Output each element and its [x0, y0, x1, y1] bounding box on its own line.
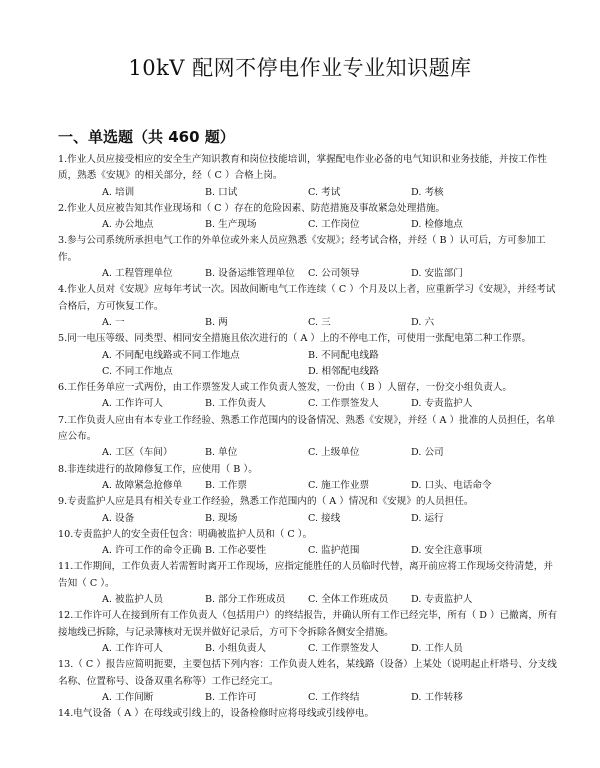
question-text: 8.非连续进行的故障修复工作，应使用（ B ）。 — [58, 463, 258, 475]
option-item: C. 工作岗位 — [308, 219, 360, 231]
question-item — [58, 608, 558, 657]
question-item — [58, 331, 558, 380]
question-text: 2.作业人员应被告知其作业现场和（ C ）存在的危险因素、防范措施及事故紧急处理措施。 — [58, 202, 446, 214]
question-item — [58, 380, 558, 413]
option-item: D. 口头、电话命令 — [411, 479, 492, 491]
option-item: C. 工作票签发人 — [308, 398, 379, 410]
option-item: A. 培训 — [102, 186, 135, 198]
option-item: A. 办公地点 — [102, 219, 154, 231]
options-row — [58, 266, 558, 282]
option-item: C. 工作终结 — [308, 691, 360, 703]
options-row — [58, 364, 558, 380]
question-text: 11.工作期间，工作负责人若需暂时离开工作现场，应指定能胜任的人员临时代替，离开前应将工作现场交待清楚，并告知（ C ）。 — [58, 561, 553, 589]
option-item: B. 工作许可 — [205, 691, 257, 703]
option-item: D. 专责监护人 — [411, 594, 473, 606]
option-item: C. 全体工作班成员 — [308, 594, 389, 606]
question-item — [58, 462, 558, 495]
question-item — [58, 233, 558, 282]
option-item: B. 口试 — [205, 186, 238, 198]
question-text: 14.电气设备（ A ）在母线或引线上的，设备检修时应将母线或引线停电。 — [58, 708, 375, 720]
option-item: D. 工作转移 — [411, 691, 463, 703]
question-item — [58, 282, 558, 331]
option-item: D. 运行 — [411, 512, 444, 524]
options-row — [58, 396, 558, 412]
option-item: A. 被监护人员 — [102, 594, 163, 606]
option-item: D. 公司 — [411, 447, 444, 459]
option-item: B. 现场 — [205, 512, 238, 524]
option-item: A. 故障紧急抢修单 — [102, 479, 183, 491]
option-item: C. 工作票签发人 — [308, 642, 379, 654]
option-item: A. 许可工作的命令正确 — [102, 545, 202, 557]
option-item: A. 一 — [102, 316, 125, 328]
options-row — [58, 511, 558, 527]
option-item: C. 三 — [308, 316, 331, 328]
option-item: A. 工作间断 — [102, 691, 154, 703]
question-text: 5.同一电压等级、同类型、相同安全措施且依次进行的（ A ）上的不停电工作，可使用一张配电第二种工作票。 — [58, 333, 532, 345]
option-item: B. 两 — [205, 316, 228, 328]
option-item: D. 检修地点 — [411, 219, 463, 231]
options-row — [58, 185, 558, 201]
question-text: 7.工作负责人应由有本专业工作经验、熟悉工作范围内的设备情况、熟悉《安规》，并经（ A ）批准的人员担任，名单应公布。 — [58, 414, 556, 443]
question-text: 9.专责监护人应是具有相关专业工作经验，熟悉工作范围内的（ A ）情况和《安规》的人员担任。 — [58, 496, 474, 508]
option-item: B. 部分工作班成员 — [205, 594, 286, 606]
options-row — [58, 478, 558, 494]
question-item — [58, 494, 558, 527]
option-item: B. 小组负责人 — [205, 642, 267, 654]
option-item: B. 生产现场 — [205, 219, 257, 231]
option-item: C. 公司领导 — [308, 268, 360, 280]
options-row — [58, 690, 558, 706]
option-item: B. 单位 — [205, 447, 238, 459]
option-item: B. 设备运维管理单位 — [205, 268, 295, 280]
question-item — [58, 201, 558, 234]
option-item: A. 不同配电线路或不同工作地点 — [102, 349, 240, 361]
option-item: B. 工作票 — [205, 479, 247, 491]
option-item: B. 工作必要性 — [205, 545, 267, 557]
options-row — [58, 592, 558, 608]
options-row — [58, 315, 558, 331]
option-item: B. 不同配电线路 — [308, 349, 379, 361]
option-item: D. 专责监护人 — [411, 398, 473, 410]
options-row — [58, 217, 558, 233]
question-item — [58, 559, 558, 608]
question-text: 3.参与公司系统所承担电气工作的外单位或外来人员应熟悉《安规》；经考试合格，并经（ B ）认可后，方可参加工作。 — [58, 235, 546, 263]
options-row — [58, 543, 558, 559]
question-item — [58, 152, 558, 201]
question-text: 12.工作许可人在接到所有工作负责人（包括用户）的终结报告，并确认所有工作已经完毕，所有（ D ）已撤离，所有接地线已拆除，与记录簿核对无误并做好记录后，方可下令拆除各侧安全措施。 — [58, 610, 558, 638]
question-item — [58, 527, 558, 560]
option-item: A. 工作许可人 — [102, 642, 163, 654]
question-text: 1.作业人员应接受相应的安全生产知识教育和岗位技能培训，掌握配电作业必备的电气知识和业务技能，并按工作性质，熟悉《安规》的相关部分，经（ C ）合格上岗。 — [58, 154, 547, 182]
options-row — [58, 445, 558, 461]
option-item: D. 安监部门 — [411, 268, 463, 280]
option-item: D. 安全注意事项 — [411, 545, 483, 557]
question-item — [58, 657, 558, 706]
option-item: C. 上级单位 — [308, 447, 360, 459]
option-item: C. 施工作业票 — [308, 479, 370, 491]
question-text: 10.专责监护人的安全责任包含：明确被监护人员和（ C ）。 — [58, 528, 313, 540]
section-heading: 一、单选题（共 460 题） — [58, 128, 235, 146]
question-item — [58, 706, 558, 722]
option-item: A. 工作许可人 — [102, 398, 163, 410]
option-item: C. 监护范围 — [308, 545, 360, 557]
question-text: 4.作业人员对《安规》应每年考试一次。因故间断电气工作连续（ C ）个月及以上者，应重新学习《安规》，并经考试合格后，方可恢复工作。 — [58, 284, 556, 312]
option-item: D. 考核 — [411, 186, 444, 198]
option-item: A. 设备 — [102, 512, 135, 524]
option-item: D. 六 — [411, 316, 435, 328]
question-text: 13.（ C ）报告应简明扼要，主要包括下列内容：工作负责人姓名，某线路（设备）上某处（说明起止杆塔号、分支线名称、位置称号、设备双重名称等）工作已经完工。 — [58, 659, 557, 687]
document-title: 10kV 配网不停电作业专业知识题库 — [128, 56, 472, 80]
question-text: 6.工作任务单应一式两份，由工作票签发人或工作负责人签发，一份由（ B ）人留存，一份交小组负责人。 — [58, 382, 513, 394]
options-row — [58, 641, 558, 657]
options-row — [58, 348, 558, 364]
option-item: A. 工程管理单位 — [102, 268, 173, 280]
option-item: A. 工区（车间） — [102, 447, 173, 459]
question-item — [58, 413, 558, 462]
option-item: C. 考试 — [308, 186, 341, 198]
option-item: D. 工作人员 — [411, 642, 463, 654]
option-item: D. 相邻配电线路 — [308, 365, 380, 377]
option-item: C. 接线 — [308, 512, 341, 524]
question-list — [58, 152, 558, 722]
option-item: B. 工作负责人 — [205, 398, 267, 410]
option-item: C. 不同工作地点 — [102, 365, 173, 377]
